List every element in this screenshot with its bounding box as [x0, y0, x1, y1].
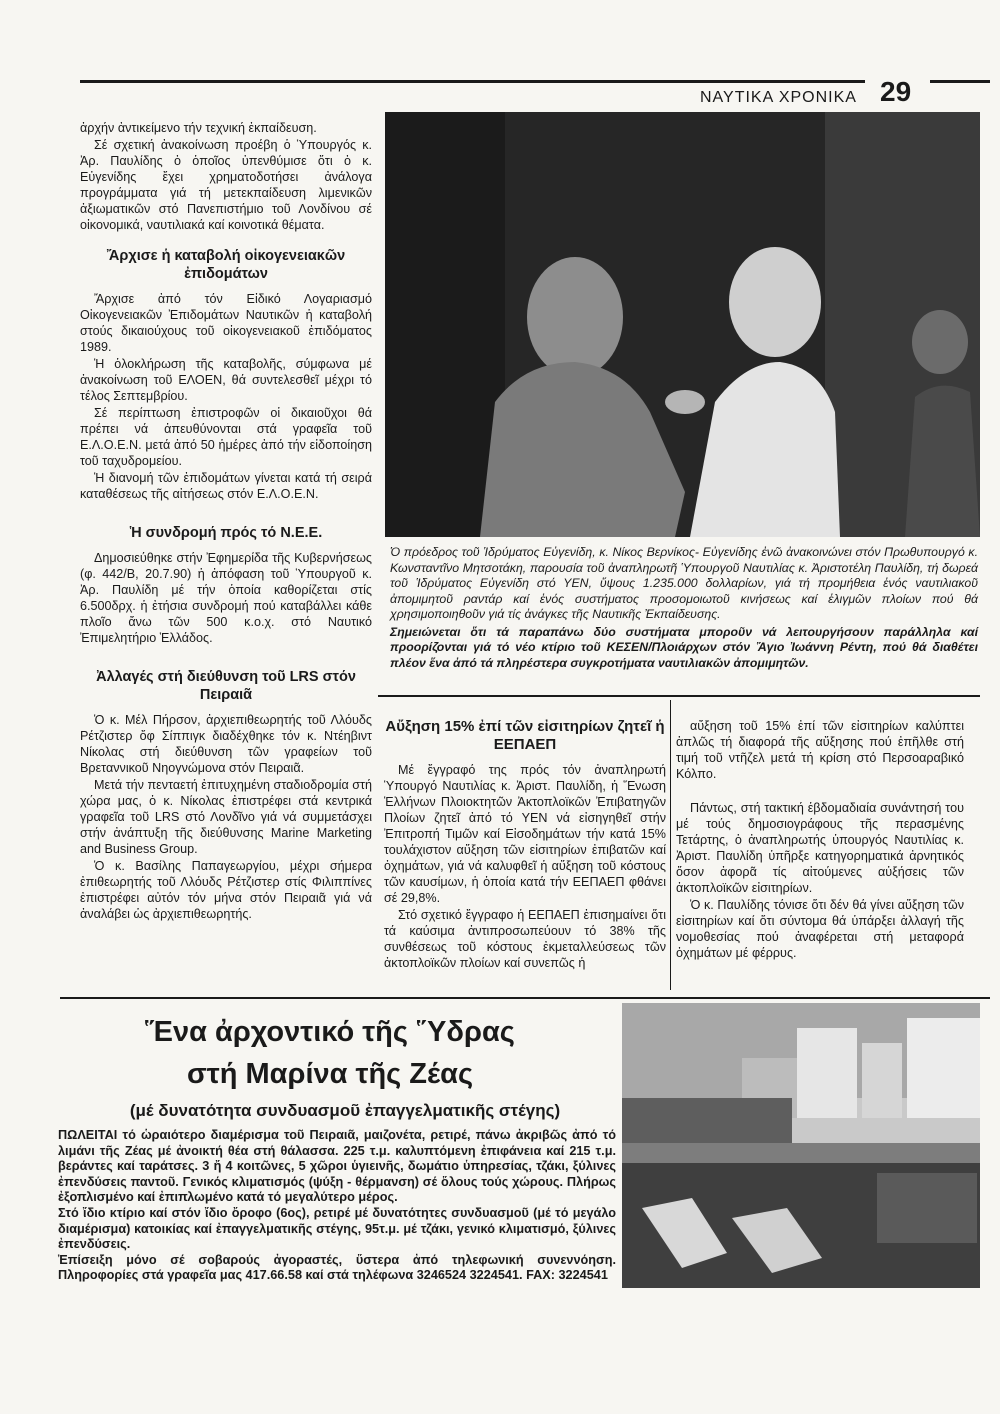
header-rule-left [80, 80, 865, 83]
column-divider [670, 700, 671, 990]
handshake-photo [385, 112, 980, 537]
paragraph: Μετά τήν πενταετή ἐπιτυχημένη σταδιοδρομία στή χώρα μας, ὁ κ. Νίκολας ἐπιστρέφει στά κεντρικά γραφεῖα τοῦ LRS στό Λονδῖνο γιά νά συμμετάσχει στήν ἀνάπτυξη τῆς διεύθυνσης Marine Marketing and Business Group. [80, 778, 372, 856]
paragraph: Ὁ κ. Παυλίδης τόνισε ὅτι δέν θά γίνει αὔξηση τῶν εἰσιτηρίων καί ὅτι σύντομα θά ὑπάρξει ἀλλαγή τῆς νομοθεσίας πού ἀναφέρεται στή μεταφορά ὀχημάτων μέ φέρρυς. [676, 898, 964, 960]
paragraph: αὔξηση τοῦ 15% ἐπί τῶν εἰσιτηρίων καλύπτει ἁπλῶς τή διαφορά τῆς αὔξησης πού ἐπῆλθε στή τιμή τοῦ ντῆζελ μετά τή κρίση στό Περσοαραβικό Κόλπο. [676, 719, 964, 781]
caption-rule [378, 695, 980, 697]
ad-title-line2: στή Μαρίνα τῆς Ζέας [186, 1058, 474, 1090]
paragraph: Ὁ κ. Βασίλης Παπαγεωργίου, μέχρι σήμερα ἐπιθεωρητής τοῦ Λλόυδς Ρέτζιστερ στίς Φιλιππίνες ἐπιστρέφει αὐτόν τόν μήνα στόν Πειραιᾶ γιά νά ἀναλάβει ὡς ἀρχιεπιθεωρητής. [80, 859, 372, 921]
intro-paragraph: ἀρχήν ἀντικείμενο τήν τεχνική ἐκπαίδευση. [80, 121, 317, 135]
paragraph: Δημοσιεύθηκε στήν Ἐφημερίδα τῆς Κυβερνήσεως (φ. 442/Β, 20.7.90) ἡ ἀπόφαση τοῦ Ὑπουργοῦ κ. Ἀρ. Παυλίδη μέ τήν ὁποία καθορίζεται στίς 6.500δρχ. ἡ ἐτήσια συνδρομή πού καταβάλλει κάθε πλοῖο ἄνω τῶν 500 κ.ο.χ. στό Ναυτικό Ἐπιμελητήριο Ἑλλάδος. [80, 551, 372, 645]
marina-photo [622, 1003, 980, 1288]
publication-name: ΝΑΥΤΙΚΑ ΧΡΟΝΙΚΑ [700, 89, 857, 106]
ad-paragraph: Στό ἴδιο κτίριο καί στόν ἴδιο ὄροφο (6ος), ρετιρέ μέ δυνατότητες συνδυασμοῦ (μέ τό μεγάλο διαμέρισμα) κατοικίας καί ἐπαγγελματικῆς στέγης, 95τ.μ. μέ τζάκι, γενικό κλιματισμό, ξύλινες ἐπενδύσεις. [58, 1205, 616, 1252]
ad-subtitle: (μέ δυνατότητα συνδυασμοῦ ἐπαγγελματικῆς στέγης) [129, 1101, 561, 1120]
handshake-illustration [385, 112, 980, 537]
paragraph: Μέ ἔγγραφό της πρός τόν ἀναπληρωτή Ὑπουργό Ναυτιλίας κ. Ἀριστ. Παυλίδη, ἡ Ἕνωση Ἑλλήνων Πλοιοκτητῶν Ἀκτοπλοϊκῶν Ἐπιβατηγῶν Πλοίων ζητεῖ ἀπό τό ΥΕΝ νά εἰσηγηθεῖ στήν Ἐπιτροπή Τιμῶν καί Εἰσοδημάτων τήν κατά 15% τουλάχιστον αὔξηση τῶν εἰσιτηρίων ἐπιβατῶν καί ὀχημάτων, γιά νά καλυφθεῖ ἡ αὔξηση τοῦ κόστους τῶν καυσίμων, ἡ ὁποία κατά τήν ΕΕΠΑΕΠ φθάνει σέ 29,8%. [384, 763, 666, 905]
fares-article-title: Αὔξηση 15% ἐπί τῶν εἰσιτηρίων ζητεῖ ἡ ΕΕΠΑΕΠ [385, 718, 665, 753]
caption-note: Σημειώνεται ὅτι τά παραπάνω δύο συστήματα μποροῦν νά λειτουργήσουν παράλληλα καί προορίζονται γιά τό νέο κτίριο τοῦ ΚΕΣΕΝ/Πλοιάρχων στόν Ἅγιο Ἰωάννη Ρέντη, πού θά διαθέτει πλέον ἕνα ἀπό τά πληρέστερα συγκροτήματα ναυτιλιακῶν ἀπομιμητῶν. [390, 624, 978, 670]
section-title-lrs: Ἀλλαγές στή διεύθυνση τοῦ LRS στόν Πειραιᾶ [96, 669, 356, 703]
paragraph: Στό σχετικό ἔγγραφο ἡ ΕΕΠΑΕΠ ἐπισημαίνει ὅτι τά καύσιμα ἀντιπροσωπεύουν τό 38% τῆς συνθέσεως τοῦ κόστους ἐκμεταλλεύσεως τῶν ἀκτοπλοϊκῶν πλοίων καί συνεπῶς ἡ [384, 908, 666, 970]
ad-body [58, 1128, 616, 1284]
fares-article-column-a [384, 718, 666, 972]
paragraph: Πάντως, στή τακτική ἑβδομαδιαία συνάντησή του μέ τούς δημοσιογράφους τῆς περασμένης Τετάρτης, ὁ ἀναπληρωτής ὑπουργός Ναυτιλίας κ. Ἀριστ. Παυλίδη ὑπῆρξε κατηγορηματικά ἀρνητικός ὅσον ἀφορᾶ τίς αἰτούμενες αὐξήσεις τῶν ἀκτοπλοϊκῶν εἰσιτηρίων. [676, 801, 964, 895]
paragraph: Ἡ διανομή τῶν ἐπιδομάτων γίνεται κατά τή σειρά καταθέσεως τῆς αἰτήσεως στόν Ε.Λ.Ο.Ε.Ν. [80, 471, 372, 501]
section-title-allowances: Ἄρχισε ἡ καταβολή οἰκογενειακῶν ἐπιδομάτων [106, 248, 346, 282]
caption-text: Ὁ πρόεδρος τοῦ Ἱδρύματος Εὐγενίδη, κ. Νίκος Βερνίκος- Εὐγενίδης ἐνῶ ἀνακοινώνει στόν Πρωθυπουργό κ. Κωνσταντῖνο Μητσοτάκη, παρουσία τοῦ ἀναπληρωτῆ Ὑπουργοῦ Ναυτιλίας κ. Ἀριστοτέλη Παυλίδη, τή δωρεά τοῦ Ἱδρύματος Εὐγενίδη στό ΥΕΝ, ὕψους 1.235.000 δολλαρίων, γιά τή προμήθεια ἑνός ναυτιλιακοῦ ἀπομιμητοῦ ραντάρ καί ἑνός συστήματος προσομοιωτοῦ κινήσεως καί ἑλιγμῶν πλοίων πού θά χρησιμοποιηθοῦν γιά τίς ἀνάγκες τῆς Ναυτικῆς Ἐκπαίδευσης. [390, 545, 978, 621]
photo-caption [390, 545, 978, 673]
ad-paragraph: ΠΩΛΕΙΤΑΙ τό ὡραιότερο διαμέρισμα τοῦ Πειραιᾶ, μαιζονέτα, ρετιρέ, πάνω ἀκριβῶς ἀπό τό λιμάνι τῆς Ζέας μέ ἀνοικτή θέα στή θάλασσα. 225 τ.μ. καλυπτόμενη ἐπιφάνεια καί 215 τ.μ. βεράντες καί ταράτσες. 3 ἤ 4 κοιτῶνες, 5 χῶροι ὑγιεινῆς, δωμάτιο ὑπηρεσίας, τζάκι, ξύλινες ἐπενδύσεις παντοῦ. Γενικός κλιματισμός (ψύξη - θέρμανση) σέ ὅλους τούς χώρους. Πλήρως ἐξοπλισμένο καί ἐπιπλωμένο κατά τό μεγαλύτερο μέρος. [58, 1128, 616, 1205]
paragraph: Ὁ κ. Μέλ Πήρσον, ἀρχιεπιθεωρητής τοῦ Λλόυδς Ρέτζιστερ ὄφ Σίππιγκ διαδέχθηκε τόν κ. Ντέηβιντ Νίκολας στή διεύθυνση τῶν γραφείων τοῦ Βρεταννικοῦ Νηογνώμονα στόν Πειραιᾶ. [80, 713, 372, 775]
section-title-nee: Ἡ συνδρομή πρός τό Ν.Ε.Ε. [129, 525, 323, 541]
ad-title-line1: Ἕνα ἀρχοντικό τῆς Ὕδρας [145, 1016, 515, 1048]
page-number: 29 [880, 76, 912, 107]
left-column [80, 120, 372, 923]
paragraph: Σέ περίπτωση ἐπιστροφῶν οἱ δικαιοῦχοι θά πρέπει νά ἀπευθύνονται στά γραφεῖα τοῦ Ε.Λ.Ο.Ε.Ν. μετά ἀπό 50 ἡμέρες ἀπό τήν εἰδοποίηση τοῦ ταχυδρομείου. [80, 406, 372, 468]
paragraph: Ἡ ὁλοκλήρωση τῆς καταβολῆς, σύμφωνα μέ ἀνακοίνωση τοῦ ΕΛΟΕΝ, θά συντελεσθεῖ μέχρι τό τέλος Σεπτεμβρίου. [80, 357, 372, 403]
fares-article-column-b [676, 718, 964, 962]
header-rule-right [930, 80, 990, 83]
marina-illustration [622, 1003, 980, 1288]
intro-paragraph: Σέ σχετική ἀνακοίνωση προέβη ὁ Ὑπουργός κ. Ἀρ. Παυλίδης ὁ ὁποῖος ὑπενθύμισε ὅτι ὁ κ. Εὐγενίδης ἔχει χρηματοδοτήσει ἀνάλογα προγράμματα γιά τή μετεκπαίδευση λιμενικῶν ἀξιωματικῶν στό Πανεπιστήμιο τοῦ Λονδίνου σέ οἰκονομικά, ναυτιλιακά καί κοινοτικά θέματα. [80, 138, 372, 232]
ad-top-rule [60, 997, 990, 999]
ad-paragraph: Ἐπίσειξη μόνο σέ σοβαρούς ἀγοραστές, ὕστερα ἀπό τηλεφωνική συνεννόηση. Πληροφορίες στά γραφεῖα μας 417.66.58 καί στά τηλέφωνα 3246524 3224541. FAX: 3224541 [58, 1252, 616, 1283]
paragraph: Ἄρχισε ἀπό τόν Εἰδικό Λογαριασμό Οἰκογενειακῶν Ἐπιδομάτων Ναυτικῶν ἡ καταβολή στούς δικαιούχους τοῦ οἰκογενειακοῦ ἐπιδόματος 1989. [80, 292, 372, 354]
